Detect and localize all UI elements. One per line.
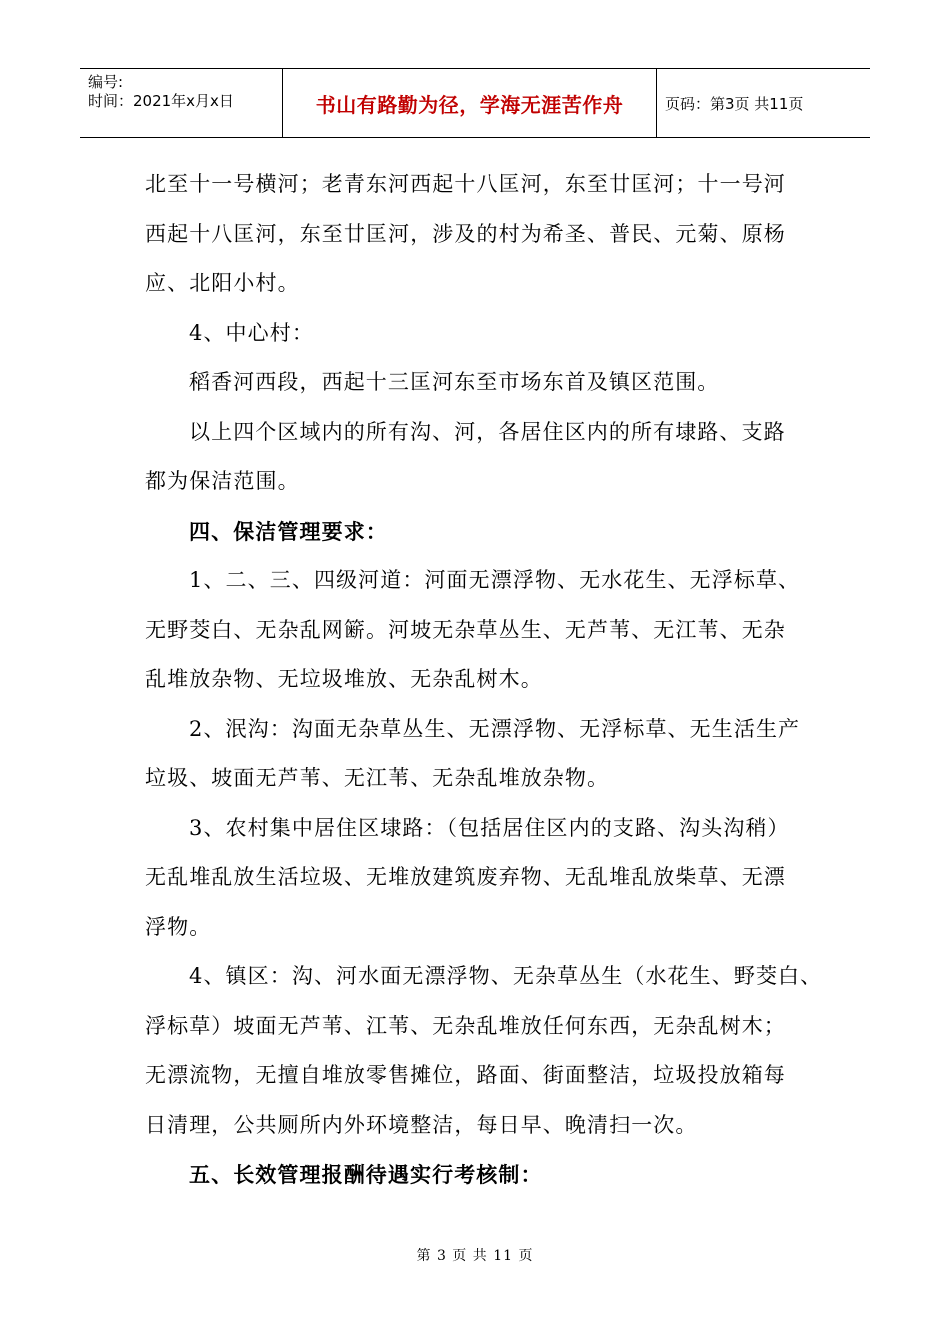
text-line: 4、中心村： bbox=[189, 320, 314, 345]
page-info: 页码：第3页 共11页 bbox=[665, 94, 804, 113]
page-footer: 第 3 页 共 11 页 bbox=[416, 1248, 534, 1264]
text-line: 1、二、三、四级河道：河面无漂浮物、无水花生、无浮标草、 bbox=[189, 568, 801, 592]
document-body bbox=[145, 160, 823, 1200]
text-line: 无乱堆乱放生活垃圾、无堆放建筑废弃物、无乱堆乱放柴草、无漂 bbox=[145, 865, 786, 889]
section-heading: 五、长效管理报酬待遇实行考核制： bbox=[189, 1162, 543, 1187]
text-line: 4、镇区：沟、河水面无漂浮物、无杂草丛生（水花生、野茭白、 bbox=[189, 964, 823, 988]
header-meta-cell bbox=[80, 69, 283, 137]
text-line: 都为保洁范围。 bbox=[145, 469, 300, 493]
header-page-cell bbox=[657, 69, 878, 137]
text-line: 西起十八匡河，东至廿匡河，涉及的村为希圣、普民、元菊、原杨 bbox=[145, 221, 786, 246]
text-line: 浮标草）坡面无芦苇、江苇、无杂乱堆放任何东西，无杂乱树木； bbox=[145, 1013, 786, 1038]
header-motto-cell bbox=[283, 69, 657, 137]
motto: 书山有路勤为径，学海无涯苦作舟 bbox=[315, 92, 624, 117]
text-line: 乱堆放杂物、无垃圾堆放、无杂乱树木。 bbox=[145, 667, 543, 691]
section-heading: 四、保洁管理要求： bbox=[189, 518, 388, 544]
text-line: 2、泯沟：沟面无杂草丛生、无漂浮物、无浮标草、无生活生产 bbox=[189, 716, 801, 741]
text-line: 3、农村集中居住区埭路：（包括居住区内的支路、沟头沟稍） bbox=[189, 815, 790, 840]
text-line: 浮物。 bbox=[145, 914, 212, 939]
text-line: 日清理，公共厕所内外环境整洁，每日早、晚清扫一次。 bbox=[145, 1112, 698, 1137]
text-line: 稻香河西段，西起十三匡河东至市场东首及镇区范围。 bbox=[189, 370, 720, 394]
text-line: 以上四个区域内的所有沟、河，各居住区内的所有埭路、支路 bbox=[189, 419, 786, 444]
text-line: 应、北阳小村。 bbox=[145, 271, 300, 295]
text-line: 无漂流物，无擅自堆放零售摊位，路面、街面整洁，垃圾投放箱每 bbox=[145, 1063, 786, 1087]
text-line: 无野茭白、无杂乱网簖。河坡无杂草丛生、无芦苇、无江苇、无杂 bbox=[145, 617, 786, 642]
text-line: 北至十一号横河；老青东河西起十八匡河，东至廿匡河；十一号河 bbox=[145, 172, 786, 196]
text-line: 垃圾、坡面无芦苇、无江苇、无杂乱堆放杂物。 bbox=[145, 766, 610, 790]
date-line: 时间：2021年x月x日 bbox=[88, 92, 234, 110]
page-header bbox=[80, 68, 870, 138]
serial-label: 编号: bbox=[88, 73, 124, 91]
